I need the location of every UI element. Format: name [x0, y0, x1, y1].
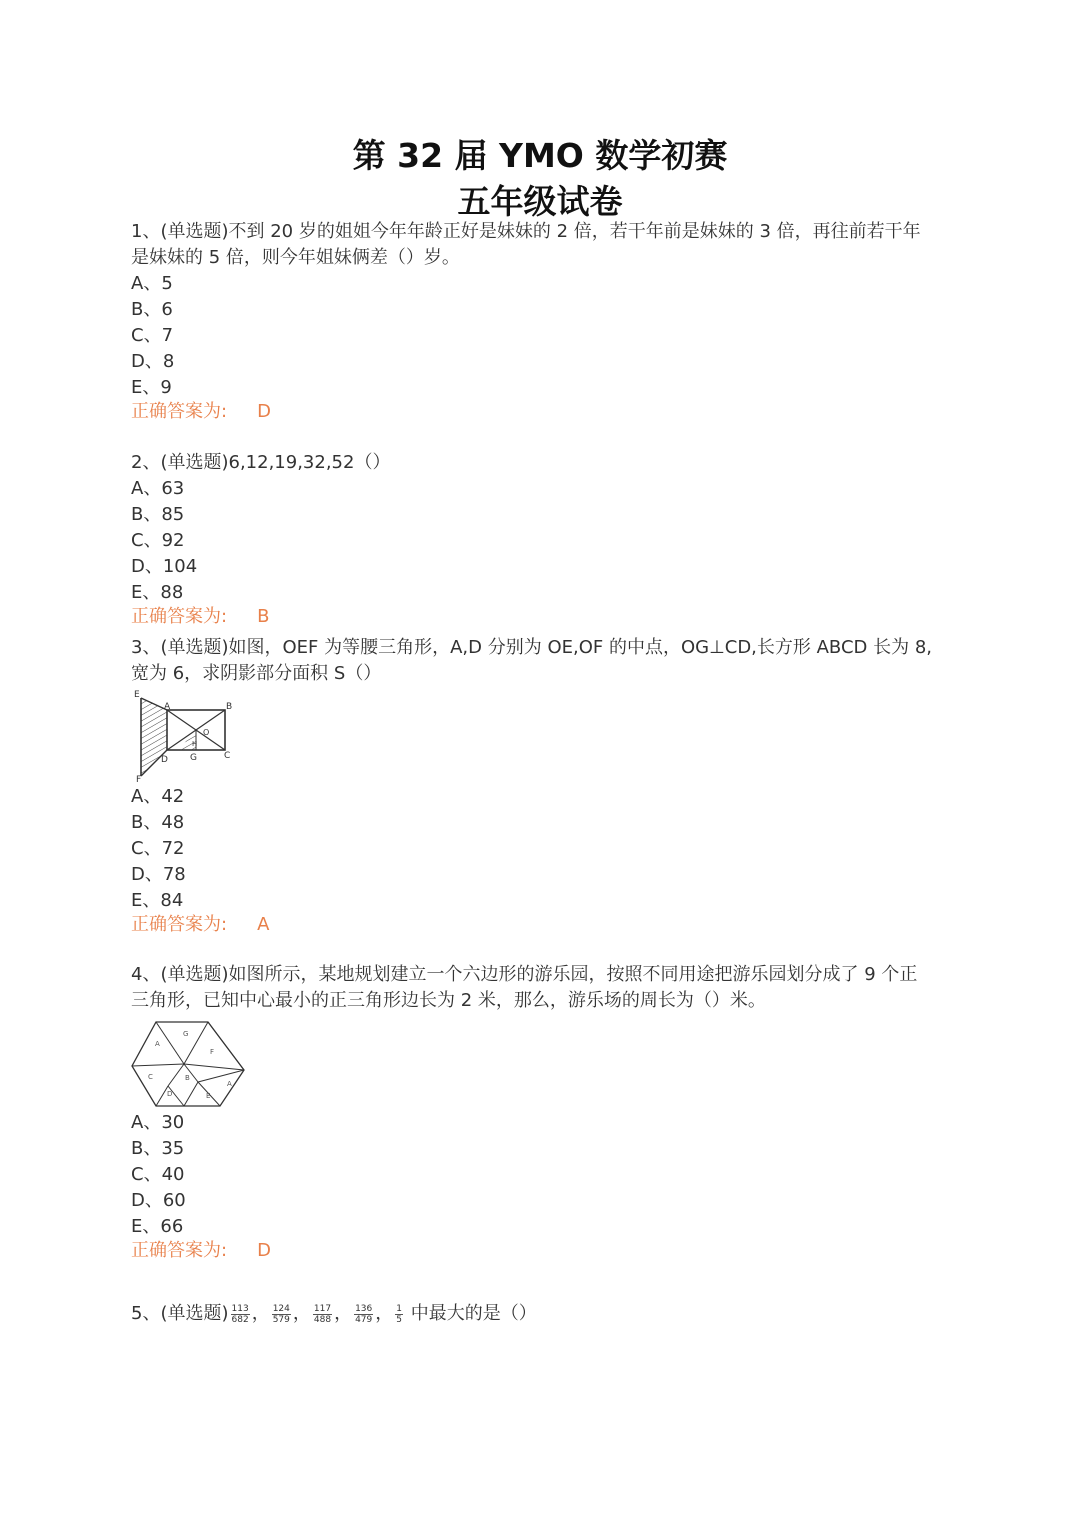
- q1-option-b: B、6: [131, 299, 173, 320]
- inner-line: [184, 1064, 244, 1070]
- fraction-numerator: 136: [355, 1303, 373, 1314]
- q5-prefix: 5、(单选题): [131, 1303, 229, 1324]
- q2-option-a: A、63: [131, 478, 185, 499]
- answer-value: D: [257, 401, 271, 422]
- fraction-numerator: 1: [396, 1303, 402, 1314]
- fraction: [395, 1304, 403, 1325]
- label-g: G: [190, 753, 197, 763]
- q1-option-e: E、9: [131, 377, 172, 398]
- label-o: O: [203, 728, 210, 737]
- separator: ，: [375, 1303, 394, 1324]
- region-label: A: [227, 1080, 232, 1088]
- q3-option-e: E、84: [131, 890, 184, 911]
- region-label: G: [183, 1030, 189, 1038]
- q4-option-a: A、30: [131, 1112, 185, 1133]
- region-label: A: [155, 1040, 160, 1048]
- answer-value: B: [257, 606, 270, 627]
- exam-title: 第 32 届 YMO 数学初赛: [352, 136, 728, 175]
- label-b: B: [226, 702, 233, 712]
- inner-line: [168, 1064, 184, 1086]
- label-e: E: [134, 690, 140, 700]
- region-label: F: [210, 1048, 215, 1056]
- fraction-denominator: 579: [272, 1314, 290, 1325]
- q4-answer: [131, 1238, 271, 1264]
- fraction: [313, 1304, 332, 1325]
- q1-option-c: C、7: [131, 325, 174, 346]
- q1-stem-line2: 是妹妹的 5 倍，则今年姐妹俩差（）岁。: [131, 247, 460, 268]
- inner-line: [184, 1022, 208, 1064]
- exam-subtitle: 五年级试卷: [457, 182, 623, 221]
- q3-answer: [131, 912, 269, 938]
- fraction-denominator: 479: [355, 1314, 373, 1325]
- answer-label: 正确答案为:: [131, 914, 228, 935]
- q1-option-d: D、8: [131, 351, 175, 372]
- q4-option-e: E、66: [131, 1216, 184, 1237]
- q5-suffix: 中最大的是（）: [410, 1303, 537, 1324]
- q2-option-c: C、92: [131, 530, 185, 551]
- q4-option-b: B、35: [131, 1138, 185, 1159]
- q2-answer: [131, 604, 269, 630]
- inner-line: [156, 1022, 184, 1064]
- label-f: F: [136, 775, 142, 784]
- label-d: D: [161, 755, 168, 765]
- answer-label: 正确答案为:: [131, 606, 228, 627]
- q4-stem-line1: 4、(单选题)如图所示，某地规划建立一个六边形的游乐园，按照不同用途把游乐园划分成了 9 个正: [131, 964, 918, 985]
- q3-option-a: A、42: [131, 786, 185, 807]
- separator: ，: [292, 1303, 311, 1324]
- q3-option-b: B、48: [131, 812, 185, 833]
- q3-stem-line1: 3、(单选题)如图，OEF 为等腰三角形，A,D 分别为 OE,OF 的中点，OG⊥CD,长方形 ABCD 长为 8,: [131, 637, 933, 658]
- q2-option-b: B、85: [131, 504, 185, 525]
- q1-option-a: A、5: [131, 273, 173, 294]
- region-label: D: [167, 1090, 173, 1098]
- region-label: E: [206, 1092, 211, 1100]
- fraction: [231, 1304, 250, 1325]
- fraction-numerator: 113: [231, 1303, 249, 1314]
- answer-value: A: [257, 914, 270, 935]
- q5-stem: [131, 1296, 537, 1332]
- separator: ，: [334, 1303, 353, 1324]
- answer-label: 正确答案为:: [131, 1240, 228, 1261]
- q2-option-e: E、88: [131, 582, 184, 603]
- answer-value: D: [257, 1240, 271, 1261]
- fraction-denominator: 5: [396, 1314, 402, 1325]
- label-h: H: [192, 740, 198, 748]
- fraction-denominator: 682: [231, 1314, 249, 1325]
- inner-line: [184, 1082, 198, 1106]
- separator: ，: [251, 1303, 270, 1324]
- q2-stem-line1: 2、(单选题)6,12,19,32,52（）: [131, 452, 391, 473]
- q4-hexagon-figure: [128, 1016, 248, 1110]
- label-a: A: [164, 702, 171, 712]
- answer-label: 正确答案为:: [131, 401, 228, 422]
- fraction: [272, 1304, 291, 1325]
- fraction-denominator: 488: [313, 1314, 332, 1325]
- q2-option-d: D、104: [131, 556, 198, 577]
- q3-stem-line2: 宽为 6，求阴影部分面积 S（）: [131, 663, 382, 684]
- q4-option-c: C、40: [131, 1164, 185, 1185]
- q3-geometry-figure: [128, 688, 238, 784]
- inner-line: [208, 1022, 244, 1070]
- region-label: B: [185, 1074, 190, 1082]
- inner-line: [132, 1064, 184, 1066]
- q1-answer: [131, 399, 271, 425]
- region-label: C: [148, 1073, 153, 1081]
- fraction: [354, 1304, 373, 1325]
- label-c: C: [224, 751, 231, 761]
- q3-option-d: D、78: [131, 864, 186, 885]
- fraction-numerator: 117: [313, 1303, 332, 1314]
- q3-option-c: C、72: [131, 838, 185, 859]
- q4-stem-line2: 三角形，已知中心最小的正三角形边长为 2 米，那么，游乐场的周长为（）米。: [131, 990, 766, 1011]
- q4-option-d: D、60: [131, 1190, 186, 1211]
- q1-stem-line1: 1、(单选题)不到 20 岁的姐姐今年年龄正好是妹妹的 2 倍，若干年前是妹妹的 3 倍，再往前若干年: [131, 221, 921, 242]
- fraction-numerator: 124: [272, 1303, 290, 1314]
